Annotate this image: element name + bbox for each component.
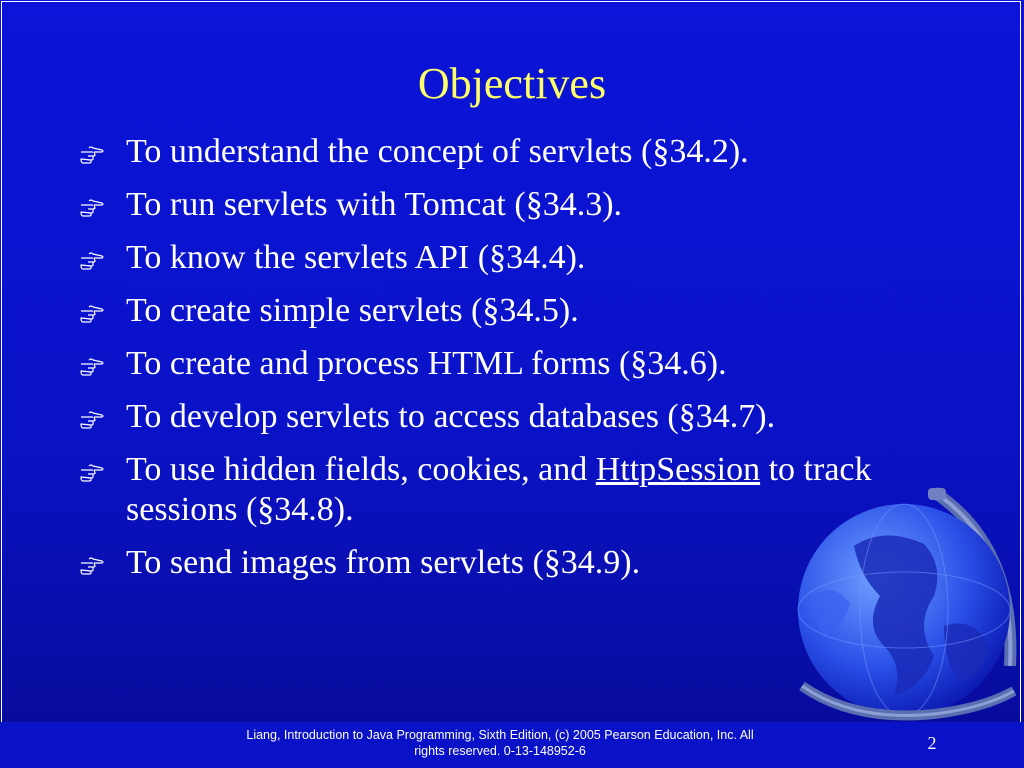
bullet-item bbox=[80, 238, 940, 278]
bullet-text: To run servlets with Tomcat (§34.3). bbox=[126, 186, 623, 223]
bullet-text-after: to track sessions (§34.8). bbox=[126, 451, 872, 528]
bullet-text-before: To use hidden fields, cookies, and bbox=[126, 451, 596, 488]
bullet-text: To create simple servlets (§34.5). bbox=[126, 292, 579, 329]
bullet-item bbox=[80, 132, 940, 172]
footer-line-1: Liang, Introduction to Java Programming, Sixth Edition, (c) 2005 Pearson Education, Inc. All bbox=[246, 728, 754, 742]
footer-line-2: rights reserved. 0-13-148952-6 bbox=[414, 744, 586, 758]
bullet-item bbox=[80, 397, 940, 437]
bullet-text: To send images from servlets (§34.9). bbox=[126, 544, 641, 581]
bullet-text: To understand the concept of servlets (§34.2). bbox=[126, 133, 749, 170]
pointing-hand-icon bbox=[80, 303, 104, 323]
slide-title: Objectives bbox=[417, 59, 607, 108]
pointing-hand-icon bbox=[80, 250, 104, 270]
pointing-hand-icon bbox=[80, 144, 104, 164]
bullet-text: To develop servlets to access databases (§34.7). bbox=[126, 398, 776, 435]
pointing-hand-icon bbox=[80, 555, 104, 575]
footer-copyright bbox=[200, 727, 800, 759]
httpsession-link[interactable]: HttpSession bbox=[595, 451, 761, 488]
bullet-item bbox=[80, 344, 940, 384]
pointing-hand-icon bbox=[80, 197, 104, 217]
pointing-hand-icon bbox=[80, 356, 104, 376]
globe-icon bbox=[784, 486, 1024, 722]
page-number: 2 bbox=[927, 733, 937, 753]
bullet-item bbox=[80, 291, 940, 331]
pointing-hand-icon bbox=[80, 409, 104, 429]
bullet-text: To create and process HTML forms (§34.6). bbox=[126, 345, 727, 382]
pointing-hand-icon bbox=[80, 462, 104, 482]
bullet-text: To know the servlets API (§34.4). bbox=[126, 239, 586, 276]
bullet-item bbox=[80, 185, 940, 225]
